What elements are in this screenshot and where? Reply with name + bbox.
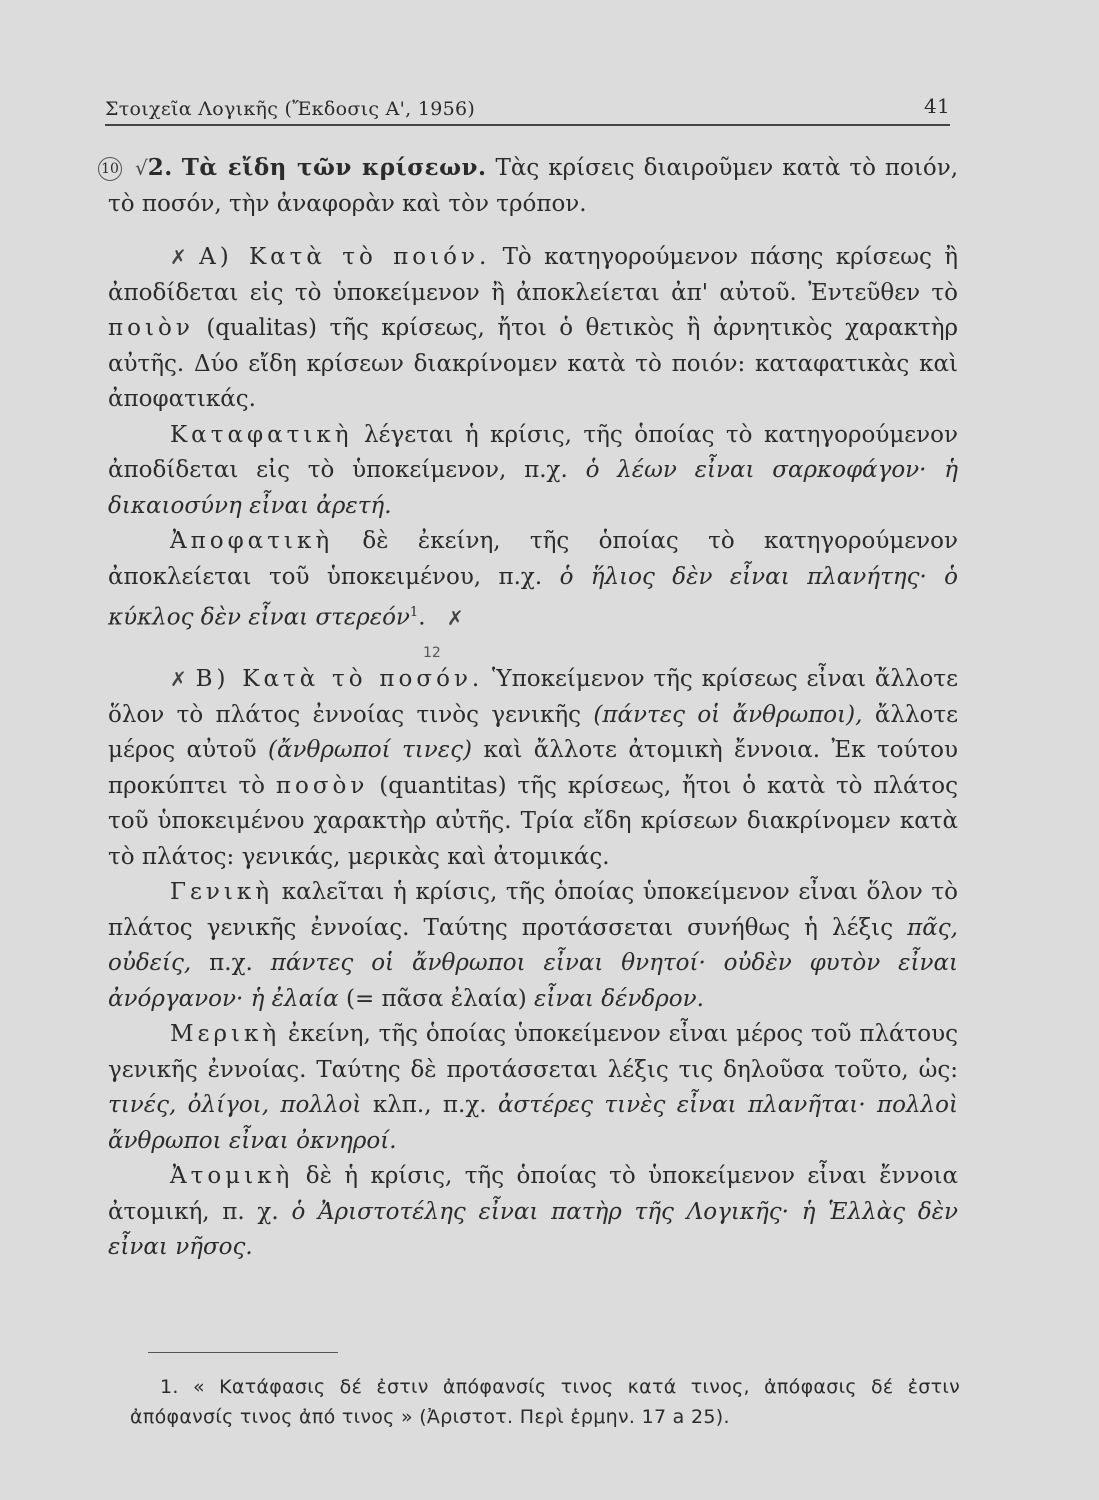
part-a-text: Τὸ κατηγορούμενον πάσης κρίσεως ἢ ἀποδίδεται εἰς τὸ ὑποκείμενον ἢ ἀποκλείεται ἀπ' αὐτοῦ. Ἐντεῦθεν τὸ	[108, 244, 958, 306]
circled-margin-number: 10	[98, 157, 122, 181]
singular-example: ὁ Ἀριστοτέλης εἶναι πατὴρ τῆς Λογικῆς· ἡ Ἑλλὰς δὲν εἶναι νῆσος.	[108, 1198, 959, 1261]
page-body	[101, 150, 959, 1266]
footnote	[130, 1372, 960, 1432]
affirmative-example: ὁ λέων εἶναι σαρκοφάγον· ἡ δικαιοσύνη εἶναι ἀρετή.	[108, 457, 959, 519]
star-end-mark-icon: ✗	[446, 605, 464, 630]
footnote-number: 1.	[160, 1376, 179, 1398]
general-end: εἶναι δένδρον.	[534, 985, 704, 1012]
star-mark-b-icon: ✗	[170, 667, 187, 692]
part-b-paragraph	[108, 662, 958, 875]
general-eg: π.χ.	[209, 950, 253, 977]
particular-example: ἀστέρες τινὲς εἶναι πλανῆται· πολλοὶ ἄνθρωποι εἶναι ὀκνηροί.	[108, 1092, 959, 1154]
footnote-ref: 1	[409, 605, 419, 620]
page-number: 41	[923, 94, 950, 118]
negative-term: Ἀποφατικὴ	[170, 528, 334, 554]
running-header	[105, 92, 950, 126]
part-b-text1: Ὑποκείμενον τῆς κρίσεως εἶναι ἄλλοτε ὅλον τὸ πλάτος ἐννοίας τινὸς γενικῆς	[108, 666, 958, 728]
section-heading-paragraph	[101, 150, 959, 222]
section-title: Τὰ εἴδη τῶν κρίσεων.	[181, 154, 487, 181]
general-words: πᾶς, οὐδείς,	[108, 914, 958, 977]
part-b-label: Β) Κατὰ τὸ ποσόν.	[195, 666, 484, 693]
part-a-paragraph	[108, 240, 958, 418]
negative-text: δὲ ἐκείνη, τῆς ὁποίας τὸ κατηγορούμενον ἀποκλείεται τοῦ ὑποκειμένου, π.χ.	[108, 528, 958, 590]
general-term: Γενικὴ	[170, 879, 274, 906]
singular-text: δὲ ἡ κρίσις, τῆς ὁποίας τὸ ὑποκείμενον εἶναι ἔννοια ἀτομική, π. χ.	[108, 1163, 959, 1225]
footnote-text: « Κατάφασις δέ ἐστιν ἀπόφανσίς τινος κατά τινος, ἀπόφασις δέ ἐστιν ἀπόφανσίς τινος ἀπό τινος » (Ἀριστοτ. Περὶ ἑρμην. 17 a 25).	[130, 1376, 961, 1428]
part-b-text4: τῆς κρίσεως, ἤτοι ὁ κατὰ τὸ πλάτος τοῦ ὑποκειμένου χαρακτὴρ αὐτῆς. Τρία εἴδη κρίσεων διακρίνομεν κατὰ τὸ πλάτος: γενικάς, μερικὰς καὶ ἀτομικάς.	[108, 772, 959, 870]
part-a-latin: (qualitas)	[206, 315, 317, 341]
part-b-latin: (quantitas)	[379, 772, 507, 799]
pencil-margin-number: 12	[423, 645, 441, 661]
general-paragraph	[108, 875, 958, 1017]
affirmative-text: λέγεται ἡ κρίσις, τῆς ὁποίας τὸ κατηγορούμενον ἀποδίδεται εἰς τὸ ὑποκείμενον, π.χ.	[108, 421, 958, 483]
section-intro: Τὰς κρίσεις διαιροῦμεν κατὰ τὸ ποιόν, τὸ ποσόν, τὴν ἀναφορὰν καὶ τὸν τρόπον.	[108, 155, 959, 217]
general-example: πάντες οἱ ἄνθρωποι εἶναι θνητοί· οὐδὲν φυτὸν εἶναι ἀνόργανον· ἡ ἐλαία	[108, 950, 959, 1012]
footnote-divider	[148, 1352, 338, 1353]
check-mark-icon: √	[134, 156, 148, 180]
particular-paragraph	[108, 1017, 958, 1159]
part-b-text2: ἄλλοτε μέρος αὐτοῦ	[108, 701, 959, 764]
singular-term: Ἀτομικὴ	[170, 1163, 294, 1190]
negative-period: .	[418, 604, 426, 631]
particular-words: τινές, ὀλίγοι, πολλοὶ	[108, 1092, 362, 1119]
particular-text: ἐκείνη, τῆς ὁποίας ὑποκείμενον εἶναι μέρος τοῦ πλάτους γενικῆς ἐννοίας. Ταύτης δὲ προτάσσεται λέξις τις δηλοῦσα τοῦτο, ὡς:	[108, 1021, 959, 1083]
part-b-ex1: (πάντες οἱ ἄνθρωποι),	[593, 701, 863, 728]
part-b-term: ποσὸν	[275, 772, 369, 799]
star-mark-icon: ✗	[170, 245, 187, 269]
affirmative-paragraph	[108, 418, 958, 525]
general-text: καλεῖται ἡ κρίσις, τῆς ὁποίας ὑποκείμενον εἶναι ὅλον τὸ πλάτος γενικῆς ἐννοίας. Ταύτης προτάσσεται συνήθως ἡ λέξις	[108, 879, 958, 941]
part-a-text2: τῆς κρίσεως, ἤτοι ὁ θετικὸς ἢ ἀρνητικὸς χαρακτὴρ αὐτῆς. Δύο εἴδη κρίσεων διακρίνομεν κατὰ τὸ ποιόν: καταφατικὰς καὶ ἀποφατικάς.	[108, 315, 959, 412]
affirmative-term: Καταφατικὴ	[170, 421, 353, 448]
particular-term: Μερικὴ	[170, 1021, 281, 1048]
part-b-ex2: (ἄνθρωποί τινες)	[268, 737, 472, 764]
part-a-label: Α) Κατὰ τὸ ποιόν.	[199, 244, 491, 270]
section-number: 2.	[147, 154, 173, 181]
negative-paragraph	[108, 524, 958, 636]
part-a-term: ποιὸν	[108, 315, 194, 341]
particular-etc: κλπ., π.χ.	[372, 1092, 487, 1119]
header-title: Στοιχεῖα Λογικῆς (Ἔκδοσις Α', 1956)	[105, 98, 476, 120]
singular-paragraph	[108, 1159, 958, 1266]
general-paren: (= πᾶσα ἐλαία)	[346, 985, 527, 1012]
negative-example: ὁ ἥλιος δὲν εἶναι πλανήτης· ὁ κύκλος δὲν εἶναι στερεόν	[108, 563, 958, 631]
part-b-text3: καὶ ἄλλοτε ἀτομικὴ ἔννοια. Ἐκ τούτου προκύπτει τὸ	[108, 737, 959, 799]
